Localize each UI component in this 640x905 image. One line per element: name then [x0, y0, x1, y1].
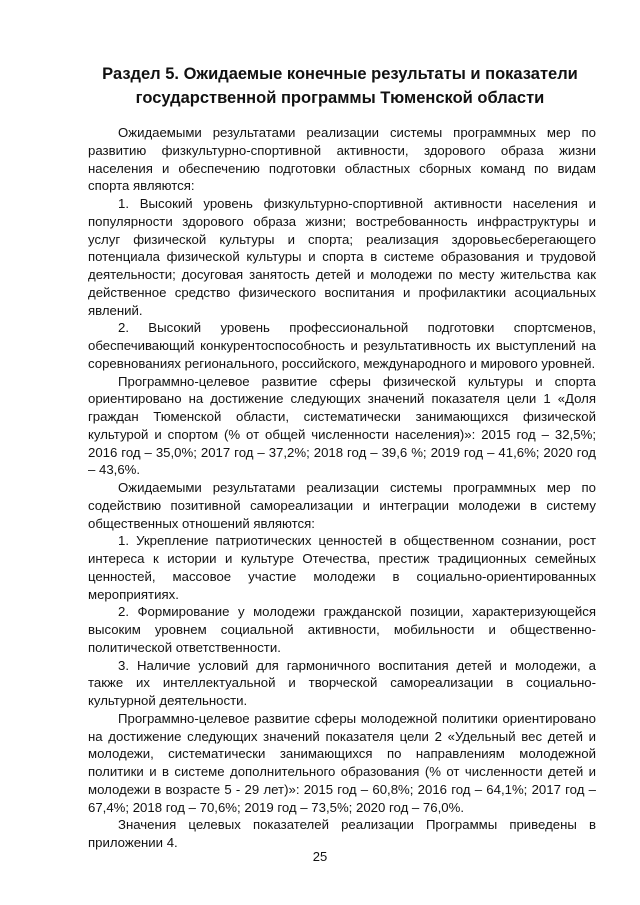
paragraph: 1. Укрепление патриотических ценностей в общественном сознании, рост интереса к истории и культуре Отечества, престиж традиционных семейных ценностей, массовое участие молодежи в социально-ориентированных мероприятиях. — [88, 533, 596, 602]
paragraph: Программно-целевое развитие сферы физической культуры и спорта ориентировано на достижение следующих значений показателя цели 1 «Доля граждан Тюменской области, систематически занимающихся физической культурой и спортом (% от общей численности населения)»: 2015 год – 32,5%; 2016 год – 35,0%; 2017 год – 37,2%; 2018 год – 39,6 %; 2019 год – 41,6%; 2020 год – 43,6%. — [88, 373, 596, 478]
paragraph: 2. Высокий уровень профессиональной подготовки спортсменов, обеспечивающий конкурентоспособность и результативность их выступлений на соревнованиях регионального, российского, международного и мирового уровней. — [88, 320, 596, 371]
paragraph: 3. Наличие условий для гармоничного воспитания детей и молодежи, а также их интеллектуальной и творческой самореализации в социально-культурной деятельности. — [88, 657, 596, 708]
paragraph: 1. Высокий уровень физкультурно-спортивной активности населения и популярности здорового образа жизни; востребованность инфраструктуры и услуг физической культуры и спорта; реализация здоровьесберегающего потенциала физической культуры и спорта в системе образования и трудовой деятельности; досуговая занятость детей и молодежи по месту жительства как действенное средство физического воспитания и профилактики асоциальных явлений. — [88, 196, 596, 318]
section-title-line-2: государственной программы Тюменской области — [135, 89, 545, 107]
paragraph: Ожидаемыми результатами реализации системы программных мер по развитию физкультурно-спортивной активности, здорового образа жизни населения и обеспечению подготовки областных сборных команд по видам спорта являются: — [88, 125, 596, 194]
paragraph: 2. Формирование у молодежи гражданской позиции, характеризующейся высоким уровнем социальной активности, мобильности и общественно-политической ответственности. — [88, 604, 596, 655]
paragraph: Ожидаемыми результатами реализации системы программных мер по содействию позитивной самореализации и интеграции молодежи в систему общественных отношений являются: — [88, 480, 596, 531]
page-number: 25 — [312, 849, 328, 864]
section-title-line-1: Раздел 5. Ожидаемые конечные результаты и показатели — [102, 65, 578, 83]
document-body — [88, 124, 596, 852]
paragraph: Значения целевых показателей реализации Программы приведены в приложении 4. — [88, 817, 596, 850]
paragraph: Программно-целевое развитие сферы молодежной политики ориентировано на достижение следующих значений показателя цели 2 «Удельный вес детей и молодежи, систематически занимающихся по направлениям молодежной политики и в системе дополнительного образования (% от численности детей и молодежи в возрасте 5 - 29 лет)»: 2015 год – 60,8%; 2016 год – 64,1%; 2017 год – 67,4%; 2018 год – 70,6%; 2019 год – 73,5%; 2020 год – 76,0%. — [88, 710, 596, 815]
section-title — [80, 62, 600, 110]
